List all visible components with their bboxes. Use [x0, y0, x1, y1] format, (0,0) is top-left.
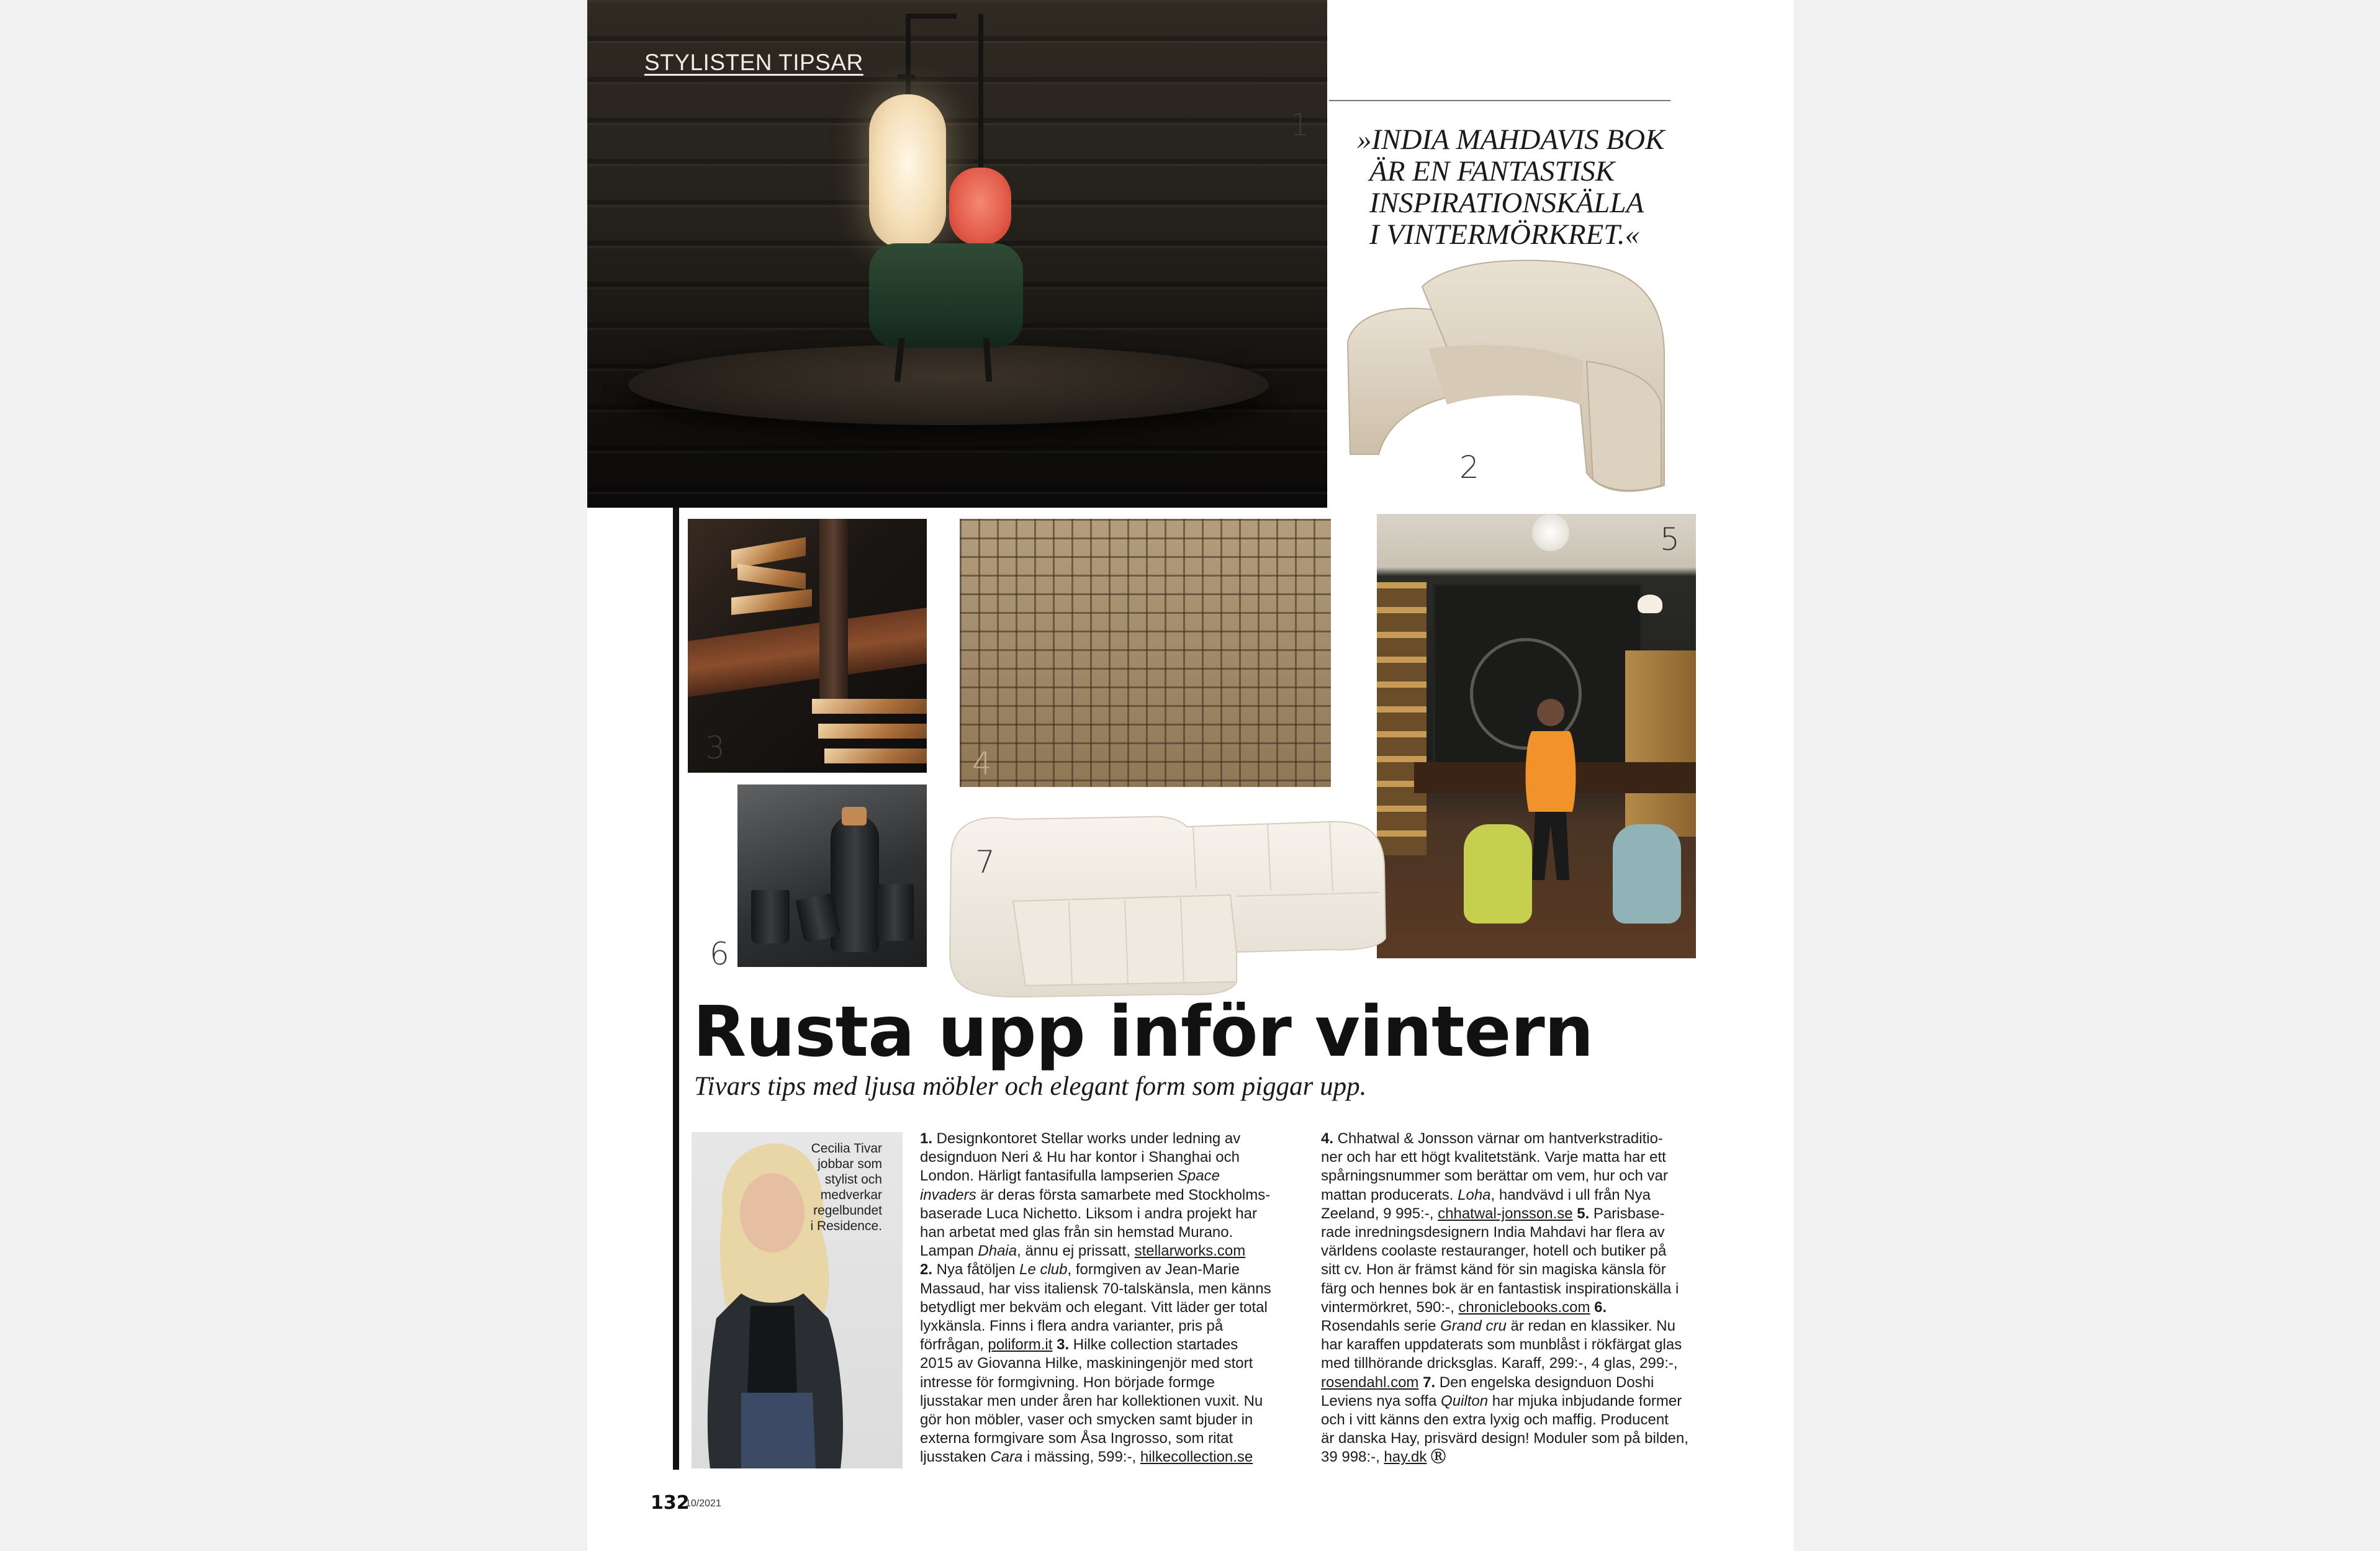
body-line: betydligt mer bekväm och elegant. Vitt läder ger total	[920, 1298, 1268, 1316]
body-line: rosendahl.com 7. Den engelska designduon Doshi	[1321, 1373, 1654, 1391]
section-label: STYLISTEN TIPSAR	[644, 50, 863, 75]
body-line: mattan producerats. Loha, handvävd i ull från Nya	[1321, 1186, 1651, 1203]
photo-number-6: 6	[710, 936, 729, 972]
candlestick-photo	[688, 519, 927, 773]
ceiling-lamp	[1532, 514, 1569, 551]
green-lamp-base	[869, 243, 1023, 348]
body-line: han arbetat med glas från sin hemstad Murano.	[920, 1224, 1233, 1241]
pull-quote-line: ÄR EN FANTASTISK	[1369, 155, 1615, 187]
body-line: Massaud, har viss italiensk 70-talskänsla, men känns	[920, 1280, 1271, 1297]
magazine-page	[587, 0, 1793, 1551]
link[interactable]: rosendahl.com	[1321, 1373, 1419, 1391]
body-line: baserade Luca Nichetto. Liksom i andra projekt har	[920, 1205, 1257, 1222]
body-line: med tillhörande dricksglas. Karaff, 299:-, 4 glas, 299:-,	[1321, 1355, 1678, 1372]
books	[688, 608, 927, 697]
body-column-1	[920, 1130, 1271, 1467]
link[interactable]: hay.dk	[1384, 1449, 1427, 1466]
lamp-photo	[587, 0, 1327, 508]
end-mark-icon: Ⓡ	[1427, 1449, 1446, 1466]
body-line: 2. Nya fåtöljen Le club, formgiven av Jean-Marie	[920, 1261, 1240, 1279]
body-line: vintermörkret, 590:-, chroniclebooks.com 6.	[1321, 1298, 1607, 1316]
body-line: Zeeland, 9 995:-, chhatwal-jonsson.se 5. Parisbase-	[1321, 1205, 1665, 1222]
byline-line: stylist och	[824, 1172, 882, 1187]
body-line: 39 998:-, hay.dk Ⓡ	[1321, 1449, 1446, 1466]
article-title: Rusta upp inför vintern	[693, 992, 1593, 1072]
carafe-photo	[737, 784, 927, 967]
byline-line: medverkar	[820, 1188, 882, 1202]
photo-number-2: 2	[1459, 449, 1479, 485]
rug-photo	[960, 519, 1331, 787]
brass-base	[812, 699, 927, 714]
byline-line: regelbundet	[813, 1203, 882, 1218]
interior-portrait-photo	[1377, 514, 1696, 958]
body-line: Leviens nya soffa Quilton har mjuka inbjudande former	[1321, 1392, 1682, 1409]
body-line: rade inredningsdesignern India Mahdavi har flera av	[1321, 1224, 1665, 1241]
body-line: Rosendahls serie Grand cru är redan en klassiker. Nu	[1321, 1318, 1675, 1335]
body-line: ner och har ett högt kvalitetstänk. Varje matta har ett	[1321, 1149, 1666, 1166]
body-line: intresse för formgivning. Hon började formge	[920, 1373, 1215, 1391]
photo-number-5: 5	[1660, 521, 1680, 557]
pull-quote-line: »INDIA MAHDAVIS BOK	[1357, 124, 1665, 156]
brass-block	[731, 589, 812, 615]
left-accent-bar	[673, 508, 679, 1470]
armchair-photo	[1341, 250, 1670, 504]
issue-number: 10/2021	[685, 1498, 721, 1509]
page-number: 132	[651, 1492, 690, 1514]
body-line: är danska Hay, prisvärd design! Moduler som på bilden,	[1321, 1430, 1688, 1447]
body-line: Lampan Dhaia, ännu ej prissatt, stellarworks.com	[920, 1243, 1246, 1260]
lamp-frame-bar	[898, 74, 915, 79]
body-line: färg och hennes bok är en fantastisk inspirationskälla i	[1321, 1280, 1679, 1297]
body-line: sitt cv. Hon är främst känd för sin magiska känsla för	[1321, 1261, 1666, 1279]
red-lamp-shade	[949, 168, 1011, 245]
link[interactable]: stellarworks.com	[1134, 1243, 1246, 1260]
brass-base	[824, 749, 927, 763]
body-line: lyxkänsla. Finns i flera andra varianter, pris på	[920, 1318, 1224, 1335]
body-line: 4. Chhatwal & Jonsson värnar om hantverkstraditio-	[1321, 1130, 1663, 1147]
top-rule	[1329, 100, 1670, 101]
body-line: designduon Neri & Hu har kontor i Shanghai och	[920, 1149, 1240, 1166]
body-line: invaders är deras första samarbete med Stockholms-	[920, 1186, 1271, 1203]
wall-lamp	[1638, 595, 1662, 613]
body-column-2	[1321, 1130, 1688, 1467]
brass-base	[818, 724, 927, 739]
body-line: 2015 av Giovanna Hilke, maskiningenjör med stort	[920, 1355, 1253, 1372]
author-byline	[801, 1141, 882, 1234]
pull-quote-line: I VINTERMÖRKRET.«	[1369, 218, 1640, 251]
byline-line: jobbar som	[818, 1157, 882, 1171]
body-line: 1. Designkontoret Stellar works under ledning av	[920, 1130, 1241, 1147]
pull-quote-line: INSPIRATIONSKÄLLA	[1369, 187, 1644, 219]
link[interactable]: chroniclebooks.com	[1458, 1298, 1590, 1316]
body-line: ljusstaken Cara i mässing, 599:-, hilkecollection.se	[920, 1449, 1253, 1466]
lamp-frame-left	[906, 14, 911, 101]
pull-quote	[1357, 124, 1680, 251]
lamp-frame-right	[978, 14, 983, 175]
blue-stool	[1613, 824, 1681, 924]
carafe-cap	[842, 807, 867, 825]
photo-number-4: 4	[972, 745, 992, 781]
photo-number-1: 1	[1290, 107, 1310, 143]
white-lamp-shade	[869, 94, 946, 250]
photo-number-7: 7	[975, 844, 995, 880]
photo-number-3: 3	[705, 730, 725, 766]
yellow-stool	[1464, 824, 1532, 924]
glass	[751, 890, 790, 943]
body-line: London. Härligt fantasifulla lampserien Space	[920, 1167, 1220, 1185]
candlestick	[819, 519, 848, 705]
body-line: har karaffen uppdaterats som munblåst i rökfärgat glas	[1321, 1336, 1682, 1354]
byline-line: Cecilia Tivar	[811, 1141, 882, 1156]
sofa-photo	[945, 808, 1392, 1000]
lamp-frame-top	[906, 14, 957, 19]
body-line: och i vitt känns den extra lyxig och maffig. Producent	[1321, 1411, 1669, 1429]
body-line: spårningsnummer som berättar om vem, hur och var	[1321, 1167, 1668, 1185]
body-line: förfrågan, poliform.it 3. Hilke collection startades	[920, 1336, 1238, 1354]
glass	[875, 884, 914, 941]
brass-block	[737, 564, 806, 589]
body-line: världens coolaste restauranger, hotell och butiker på	[1321, 1243, 1667, 1260]
article-subtitle: Tivars tips med ljusa möbler och elegant form som piggar upp.	[694, 1072, 1367, 1101]
byline-line: i Residence.	[810, 1219, 882, 1233]
wood-cabinet	[1625, 650, 1696, 837]
body-line: gör hon möbler, vaser och smycken samt bjuder in	[920, 1411, 1253, 1429]
table-top	[628, 344, 1269, 425]
link[interactable]: chhatwal-jonsson.se	[1438, 1205, 1573, 1222]
body-line: ljusstakar men under åren har kollektionen vuxit. Nu	[920, 1392, 1263, 1409]
link[interactable]: poliform.it	[988, 1336, 1053, 1354]
body-line: externa formgivare som Åsa Ingrosso, som ritat	[920, 1430, 1233, 1447]
link[interactable]: hilkecollection.se	[1140, 1449, 1253, 1466]
